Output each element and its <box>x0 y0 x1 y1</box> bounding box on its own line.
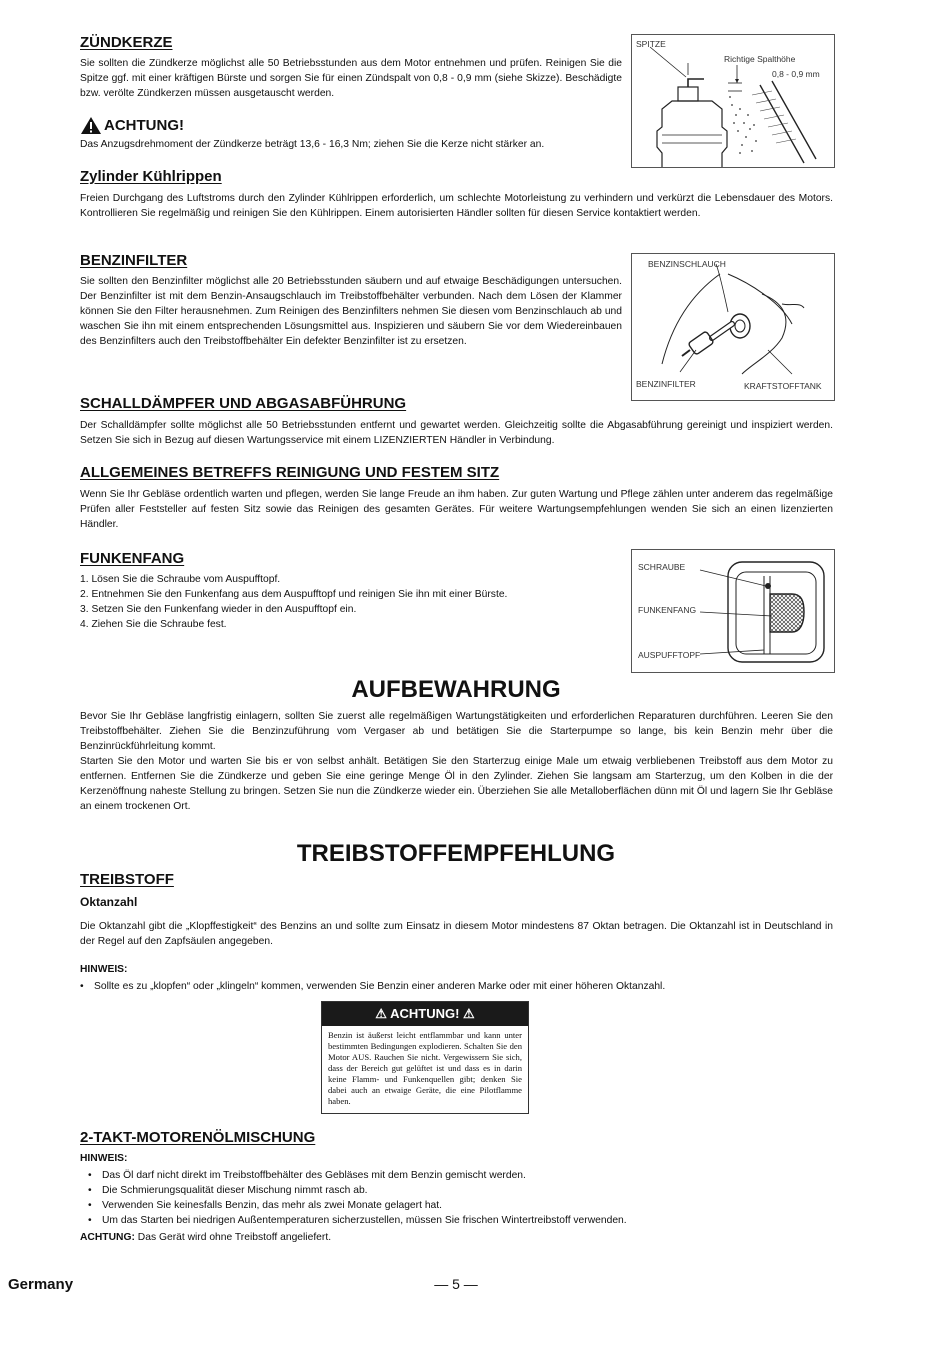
section-title-treibstoff: TREIBSTOFF <box>80 871 174 888</box>
section-title-zuendkerze: ZÜNDKERZE <box>80 34 173 51</box>
list-item: 3. Setzen Sie den Funkenfang wieder in den Auspufftopf ein. <box>80 604 357 615</box>
fuel-warning-title: ACHTUNG! <box>390 1006 460 1021</box>
spark-plug-figure <box>631 34 835 168</box>
section-title-zylinder: Zylinder Kühlrippen <box>80 168 222 185</box>
section-title-oelmischung: 2-TAKT-MOTORENÖLMISCHUNG <box>80 1129 316 1146</box>
section-title-benzinfilter: BENZINFILTER <box>80 252 188 269</box>
list-item: 1. Lösen Sie die Schraube vom Auspufftopf. <box>80 574 281 585</box>
list-item: • Verwenden Sie keinesfalls Benzin, das mehr als zwei Monate gelagert hat. <box>88 1198 627 1213</box>
oel-achtung-text: Das Gerät wird ohne Treibstoff angeliefert. <box>137 1232 332 1243</box>
schalldaempfer-text: Der Schalldämpfer sollte möglichst alle 50 Betriebsstunden entfernt und gewartet werden. Gleichzeitig sollte die Abgasabführung gereinigt und inspiziert werden. Setzen Sie sich in Bezug auf diesen Wartungsservice mit einem LIZENZIERTEN Händler in Verbindung. <box>80 420 833 446</box>
section-title-treibstoffempfehlung: TREIBSTOFFEMPFEHLUNG <box>296 840 616 867</box>
warning-triangle-icon: ⚠ <box>463 1006 475 1021</box>
list-item: • Um das Starten bei niedrigen Außentemperaturen sicherzustellen, müssen Sie frischen Wintertreibstoff verwenden. <box>88 1213 627 1228</box>
oel-achtung <box>80 1232 331 1243</box>
aufbewahrung-text-1: Bevor Sie Ihr Gebläse langfristig einlagern, sollten Sie zuerst alle regelmäßigen Wartungstätigkeiten und erforderlichen Reparaturen durchführen. Leeren Sie den Treibstoffbehälter. Ziehen Sie die Benzinzuführung vom Vergaser ab und betätigen Sie die Starterpumpe so lange, bis kein Benzin mehr über die Benzinrückführleitung kommt. <box>80 711 833 752</box>
fuel-filter-label-hose: BENZINSCHLAUCH <box>648 259 726 269</box>
funkenfang-steps <box>80 572 507 632</box>
fuel-warning-header <box>322 1002 528 1026</box>
zuendkerze-warning-heading <box>80 116 184 135</box>
oel-hinweis-label: HINWEIS: <box>80 1153 128 1164</box>
oktan-title: Oktanzahl <box>80 895 138 909</box>
zuendkerze-text: Sie sollten die Zündkerze möglichst alle 50 Betriebsstunden aus dem Motor entnehmen und prüfen. Reinigen Sie die Spitze ggf. mit einer kräftigen Bürste und sorgen Sie für einen Zündspalt von 0,8 - 0,9 mm (siehe Skizze). Beschädigte bzw. verölte Zündkerzen müssen ausgetauscht werden. <box>80 58 622 99</box>
allgemeines-text: Wenn Sie Ihr Gebläse ordentlich warten und pflegen, werden Sie lange Freude an ihm haben. Zur guten Wartung und Pflege zählen unter anderem das regelmäßige Prüfen aller Feststeller auf festen Sitz sowie das Reinigen des gesamten Gerätes. Für weitere Wartungsempfehlungen wenden Sie sich an einen lizenzierten Händler. <box>80 489 833 530</box>
zylinder-text: Freien Durchgang des Luftstroms durch den Zylinder Kühlrippen erforderlich, um schlechte Motorleistung zu verhindern und verkürzt die Lebensdauer des Motors. Kontrollieren Sie regelmäßig und reinigen Sie den Kühlrippen. Einem autorisierten Händler sollten für diesen Service kontaktiert werden. <box>80 193 833 219</box>
aufbewahrung-text-2: Starten Sie den Motor und warten Sie bis er von selbst anhält. Betätigen Sie den Starterzug einige Male um etwaig verbliebenen Treibstoff aus dem Motor zu entfernen. Entfernen Sie die Zündkerze und geben Sie eine geringe Menge Öl in den Zylinder. Ziehen Sie langsam am Starterzug, um den Kolben in die der Kerzenöffnung naheste Stellung zu bringen. Setzen Sie nun die Zündkerze wieder ein. Überziehen Sie alle Metalloberflächen dünn mit Öl und lagern Sie Ihr Gebläse an einem trockenen Ort. <box>80 756 833 812</box>
spark-plug-label-gap-value: 0,8 - 0,9 mm <box>772 69 820 79</box>
footer-country: Germany <box>8 1276 74 1293</box>
spark-arrestor-figure <box>631 549 835 673</box>
fuel-warning-text: Benzin ist äußerst leicht entflammbar und kann unter bestimmten Bedingungen explodieren. Schalten Sie den Motor AUS. Rauchen Sie nicht. Vergewissern Sie sich, dass der Bereich gut gelüftet ist und dass es in darin keine Flamm- und Funkenquellen gibt; denken Sie dabei auch an etwaige Geräte, die eine Pilotflamme haben. <box>328 1030 522 1106</box>
spark-arrestor-label-arrestor: FUNKENFANG <box>638 605 697 615</box>
fuel-warning-box <box>321 1001 529 1114</box>
hinweis-label: HINWEIS: <box>80 964 128 975</box>
fuel-filter-figure <box>631 253 835 401</box>
section-title-schalldaempfer: SCHALLDÄMPFER UND ABGASABFÜHRUNG <box>80 395 407 412</box>
zuendkerze-warning-text: Das Anzugsdrehmoment der Zündkerze beträgt 13,6 - 16,3 Nm; ziehen Sie die Kerze nicht stärker an. <box>80 139 545 150</box>
warning-triangle-icon: ⚠ <box>375 1006 387 1021</box>
section-title-funkenfang: FUNKENFANG <box>80 550 185 567</box>
page-number: — 5 — <box>434 1276 478 1292</box>
oel-achtung-label: ACHTUNG: <box>80 1232 135 1243</box>
spark-arrestor-label-screw: SCHRAUBE <box>638 562 686 572</box>
warning-title: ACHTUNG! <box>104 117 184 134</box>
list-item: 4. Ziehen Sie die Schraube fest. <box>80 619 227 630</box>
section-title-aufbewahrung: AUFBEWAHRUNG <box>351 676 561 703</box>
list-item: • Das Öl darf nicht direkt im Treibstoffbehälter des Gebläses mit dem Benzin gemischt werden. <box>88 1168 627 1183</box>
spark-plug-label-tip: SPITZE <box>636 39 666 49</box>
oel-hinweis-list <box>88 1168 627 1228</box>
section-title-allgemeines: ALLGEMEINES BETREFFS REINIGUNG UND FESTEM SITZ <box>80 464 500 481</box>
list-item: • Die Schmierungsqualität dieser Mischung nimmt rasch ab. <box>88 1183 627 1198</box>
list-item: 2. Entnehmen Sie den Funkenfang aus dem Auspufftopf und reinigen Sie ihn mit einer Bürste. <box>80 589 508 600</box>
list-item: • Sollte es zu „klopfen“ oder „klingeln“ kommen, verwenden Sie Benzin einer anderen Marke oder mit einer höheren Oktanzahl. <box>80 979 665 994</box>
benzinfilter-text: Sie sollten den Benzinfilter möglichst alle 20 Betriebsstunden säubern und auf etwaige Beschädigungen untersuchen. Der Benzinfilter ist mit dem Benzin-Ansaugschlauch im Treibstoffbehälter verbunden. Nach dem Lösen der Klammer können Sie den Filter herausnehmen. Zum Reinigen des Benzinfilters nehmen Sie diesen vom Benzinschlauch ab und waschen Sie ihn mit einem entsprechenden Lösungsmittel aus. Inspizieren und säubern Sie vor dem Wiedereinbauen des Benzinfilters auch den Treibstoffbehälter Ein defekter Benzinfilter ist zu ersetzen. <box>80 276 622 347</box>
oktan-text: Die Oktanzahl gibt die „Klopffestigkeit“ des Benzins an und sollte zum Einsatz in diesem Motor mindestens 87 Oktan betragen. Die Oktanzahl ist in Deutschland in der Regel auf den Zapfsäulen angegeben. <box>80 921 833 947</box>
hinweis-list <box>80 979 665 994</box>
spark-plug-label-gap: Richtige Spalthöhe <box>724 54 796 64</box>
fuel-filter-label-tank: KRAFTSTOFFTANK <box>744 381 822 391</box>
fuel-filter-label-filter: BENZINFILTER <box>636 379 696 389</box>
spark-arrestor-label-muffler: AUSPUFFTOPF <box>638 650 701 660</box>
warning-triangle-icon <box>80 116 102 135</box>
